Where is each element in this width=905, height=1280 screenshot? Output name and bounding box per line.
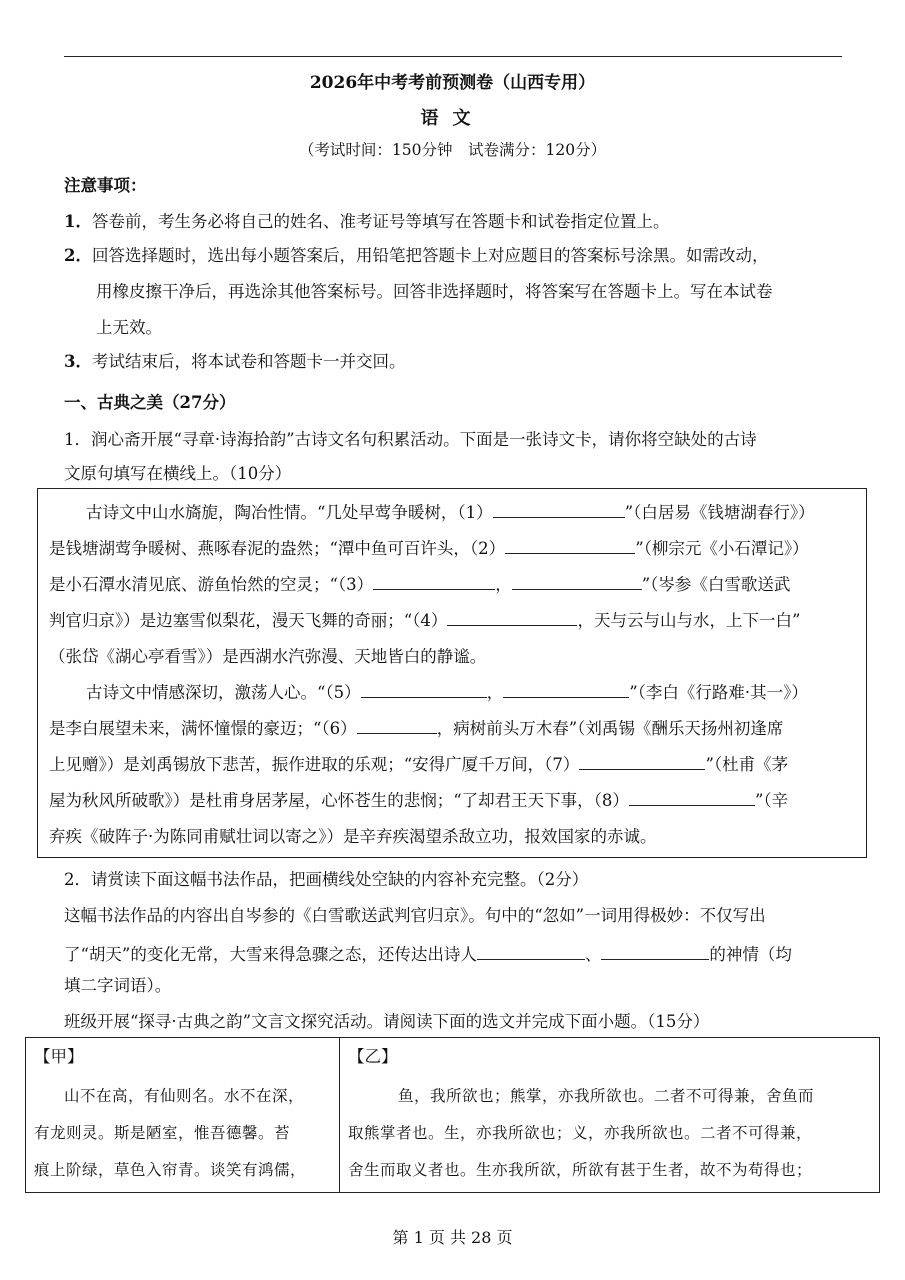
card-line: 古诗文中情感深切，激荡人心。“（5） ， ”（李白《行路难·其一》） bbox=[86, 679, 808, 703]
exam-info: （考试时间：150分钟 试卷满分：120分） bbox=[298, 141, 607, 159]
card-line: 是李白展望未来，满怀憧憬的豪迈；“（6） ，病树前头万木春”（刘禹锡《酬乐天扬州初逢席 bbox=[49, 715, 783, 739]
note-item-3 bbox=[64, 352, 405, 372]
note-text: 答卷前，考生务必将自己的姓名、准考证号等填写在答题卡和试卷指定位置上。 bbox=[91, 212, 670, 231]
answer-blank-q2a[interactable] bbox=[477, 941, 585, 960]
notes-heading: 注意事项： bbox=[64, 176, 147, 195]
answer-blank-2[interactable] bbox=[505, 535, 635, 554]
answer-blank-6[interactable] bbox=[357, 715, 437, 734]
note-number: 3． bbox=[64, 352, 92, 371]
note-number: 1． bbox=[64, 212, 92, 231]
passage-jia-line: 山不在高，有仙则名。水不在深， bbox=[64, 1087, 305, 1105]
card-line: 弃疾《破阵子·为陈同甫赋壮词以寄之》）是辛弃疾渴望杀敌立功，报效国家的赤诚。 bbox=[49, 827, 657, 846]
reading-intro: 班级开展“探寻·古典之韵”文言文探究活动。请阅读下面的选文并完成下面小题。（15分） bbox=[64, 1012, 710, 1031]
answer-blank-3b[interactable] bbox=[512, 571, 642, 590]
card-line: 是钱塘湖莺争暖树、燕啄春泥的盎然；“潭中鱼可百许头，（2） ”（柳宗元《小石潭记》） bbox=[49, 535, 809, 559]
card-line: 是小石潭水清见底、游鱼怡然的空灵；“（3） ， ”（岑参《白雪歌送武 bbox=[49, 571, 790, 595]
note-item-1 bbox=[64, 212, 669, 232]
answer-blank-8[interactable] bbox=[629, 787, 755, 806]
q1-prompt: 1．润心斋开展“寻章·诗海拾韵”古诗文名句积累活动。下面是一张诗文卡，请你将空缺处的古诗 bbox=[64, 430, 757, 449]
note-text: 回答选择题时，选出每小题答案后，用铅笔把答题卡上对应题目的答案标号涂黑。如需改动， bbox=[91, 246, 769, 265]
answer-blank-3a[interactable] bbox=[373, 571, 495, 590]
q1-prompt-cont: 文原句填写在横线上。（10分） bbox=[64, 464, 292, 483]
passage-jia-line: 痕上阶绿，草色入帘青。谈笑有鸿儒， bbox=[34, 1161, 307, 1179]
note-text: 考试结束后，将本试卷和答题卡一并交回。 bbox=[91, 352, 406, 371]
answer-blank-1[interactable] bbox=[493, 499, 625, 518]
card-line: 古诗文中山水旖旎，陶冶性情。“几处早莺争暖树，（1） ”（白居易《钱塘湖春行》） bbox=[86, 499, 815, 523]
note-item-2 bbox=[64, 246, 768, 266]
card-line: 上见赠》）是刘禹锡放下悲苦，振作进取的乐观；“安得广厦千万间，（7） ”（杜甫《茅 bbox=[49, 751, 788, 775]
answer-blank-q2b[interactable] bbox=[601, 941, 709, 960]
section-heading: 一、古典之美（27分） bbox=[64, 393, 236, 412]
subject-title: 语文 bbox=[420, 108, 485, 129]
passage-yi-line: 取熊掌者也。生，亦我所欲也；义，亦我所欲也。二者不可得兼， bbox=[348, 1124, 813, 1142]
q2-text: 这幅书法作品的内容出自岑参的《白雪歌送武判官归京》。句中的“忽如”一词用得极妙：不仅写出 bbox=[64, 906, 766, 925]
poetry-card bbox=[37, 488, 867, 858]
answer-blank-5a[interactable] bbox=[361, 679, 487, 698]
card-line: 屋为秋风所破歌》）是杜甫身居茅屋，心怀苍生的悲悯；“了却君王天下事，（8） ”（辛 bbox=[49, 787, 788, 811]
card-line: 判官归京》）是边塞雪似梨花，漫天飞舞的奇丽；“（4） ，天与云与山与水，上下一白” bbox=[49, 607, 800, 631]
q2-text-end: 填二字词语）。 bbox=[64, 976, 172, 995]
header-rule bbox=[64, 56, 842, 57]
passage-yi-line: 鱼，我所欲也；熊掌，亦我所欲也。二者不可得兼，舍鱼而 bbox=[398, 1087, 815, 1105]
table-divider bbox=[339, 1038, 340, 1192]
q2-prompt: 2．请赏读下面这幅书法作品，把画横线处空缺的内容补充完整。（2分） bbox=[64, 870, 589, 889]
q2-text-blanks: 了“胡天”的变化无常，大雪来得急骤之态，还传达出诗人 、 的神情（均 bbox=[64, 941, 792, 965]
passage-yi-line: 舍生而取义者也。生亦我所欲，所欲有甚于生者，故不为苟得也； bbox=[348, 1161, 813, 1179]
card-line: （张岱《湖心亭看雪》）是西湖水汽弥漫、天地皆白的静谧。 bbox=[49, 647, 487, 666]
note-number: 2． bbox=[64, 246, 92, 265]
exam-title: 2026年中考考前预测卷（山西专用） bbox=[309, 73, 596, 93]
passage-yi-label: 【乙】 bbox=[348, 1047, 398, 1066]
answer-blank-4[interactable] bbox=[447, 607, 577, 626]
note-item-2-cont2: 上无效。 bbox=[96, 318, 162, 337]
passage-jia-line: 有龙则灵。斯是陋室，惟吾德馨。苔 bbox=[34, 1124, 291, 1142]
answer-blank-7[interactable] bbox=[579, 751, 705, 770]
passage-jia-label: 【甲】 bbox=[34, 1047, 84, 1066]
note-item-2-cont: 用橡皮擦干净后，再选涂其他答案标号。回答非选择题时，将答案写在答题卡上。写在本试卷 bbox=[96, 282, 773, 301]
passages-table bbox=[25, 1037, 880, 1193]
page-number: 第 1 页 共 28 页 bbox=[392, 1228, 513, 1247]
answer-blank-5b[interactable] bbox=[503, 679, 629, 698]
